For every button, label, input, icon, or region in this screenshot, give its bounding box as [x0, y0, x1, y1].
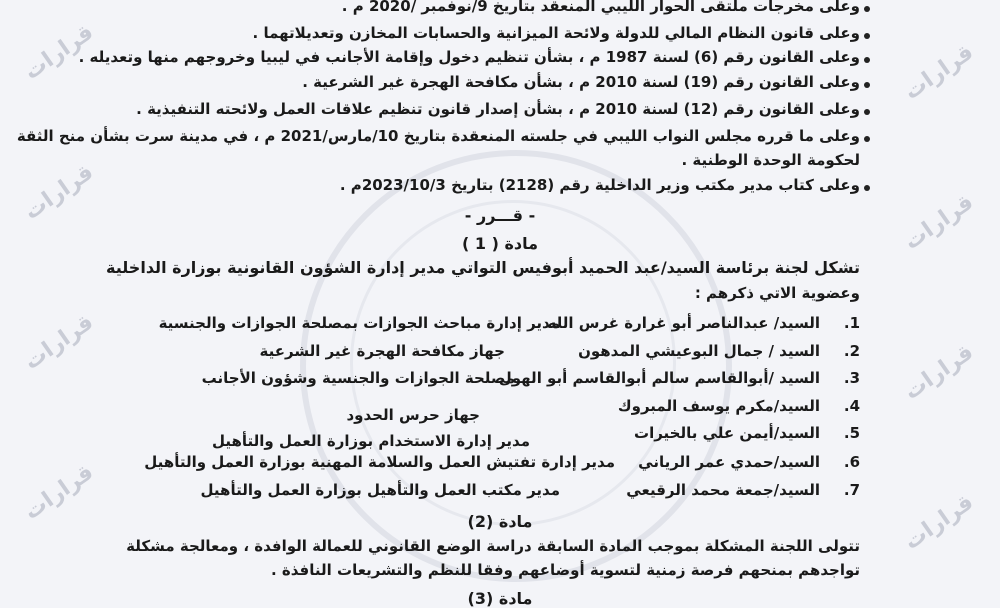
preamble-line: وعلى القانون رقم (19) لسنة 2010 م ، بشأن مكافحة الهجرة غير الشرعية . [302, 73, 860, 91]
member-role: مدير إدارة تفتيش العمل والسلامة المهنية بوزارة العمل والتأهيل [144, 453, 615, 471]
member-name: السيد/جمعة محمد الرقيعي [626, 481, 820, 499]
member-name: السيد /أبوالقاسم سالم أبوالقاسم أبو الهول [498, 369, 820, 387]
watermark-text: قرارات [19, 19, 99, 86]
preamble-line: وعلى القانون رقم (12) لسنة 2010 م ، بشأن إصدار قانون تنظيم علاقات العمل ولائحته التنفيذية . [136, 100, 860, 118]
bullet [864, 136, 870, 142]
member-role: جهاز مكافحة الهجرة غير الشرعية [259, 342, 505, 360]
watermark-text: قرارات [19, 309, 99, 376]
member-name: السيد/حمدي عمر الرياني [638, 453, 820, 471]
member-role: مصلحة الجوازات والجنسية وشؤون الأجانب [201, 369, 515, 387]
member-number: 5. [843, 424, 860, 442]
member-row [0, 453, 1000, 473]
watermark-text: قرارات [899, 189, 979, 256]
bullet [864, 109, 870, 115]
member-row [0, 397, 1000, 424]
preamble-line: وعلى كتاب مدير مكتب وزير الداخلية رقم (2128) بتاريخ 2023/10/3م . [339, 176, 860, 194]
preamble-line: وعلى ما قرره مجلس النواب الليبي في جلسته المنعقدة بتاريخ 10/مارس/2021 م ، في مدينة سرت بشأن منح الثقة [16, 127, 860, 145]
watermark-text: قرارات [19, 459, 99, 526]
member-number: 1. [843, 314, 860, 332]
member-number: 4. [843, 397, 860, 415]
decision-title: - قـــرر - [464, 206, 536, 225]
bullet [864, 185, 870, 191]
member-name: السيد/أيمن علي بالخيرات [634, 424, 820, 442]
member-number: 7. [843, 481, 860, 499]
bullet [864, 82, 870, 88]
bullet [864, 57, 870, 63]
watermark-text: قرارات [899, 339, 979, 406]
member-row [0, 369, 1000, 389]
preamble-line: وعلى القانون رقم (6) لسنة 1987 م ، بشأن تنظيم دخول وإقامة الأجانب في ليبيا وخروجهم منها وتعديله . [78, 48, 860, 66]
article-2-text: تواجدهم بمنحهم فرصة زمنية لتسوية أوضاعهم وفقا للنظم والتشريعات النافذة . [270, 561, 860, 579]
member-row [0, 314, 1000, 334]
bullet [864, 6, 870, 12]
member-name: السيد / جمال البوعيشي المدهون [578, 342, 820, 360]
preamble-line: لحكومة الوحدة الوطنية . [681, 151, 860, 169]
watermark-text: قرارات [899, 489, 979, 556]
member-role: مدير إدارة الاستخدام بوزارة العمل والتأهيل [211, 432, 530, 450]
article-3-title: مادة (3) [467, 589, 533, 608]
member-name: السيد/ عبدالناصر أبو غرارة غرس الله [547, 314, 820, 332]
member-row [0, 481, 1000, 501]
article-2-title: مادة (2) [467, 512, 533, 531]
bullet [864, 33, 870, 39]
member-name: السيد/مكرم يوسف المبروك [617, 397, 820, 415]
member-role: مدير مكتب العمل والتأهيل بوزارة العمل والتأهيل [200, 481, 560, 499]
article-2-text: تتولى اللجنة المشكلة بموجب المادة السابقة دراسة الوضع القانوني للعمالة الوافدة ، ومعالجة مشكلة [126, 537, 860, 555]
article-1-title: مادة ( 1 ) [461, 234, 539, 253]
member-number: 2. [843, 342, 860, 360]
member-number: 6. [843, 453, 860, 471]
member-role: مدير إدارة مباحث الجوازات بمصلحة الجوازات والجنسية [158, 314, 560, 332]
article-1-text: وعضوية الاتي ذكرهم : [694, 284, 860, 302]
member-number: 3. [843, 369, 860, 387]
member-role: جهاز حرس الحدود [346, 406, 480, 424]
watermark-text: قرارات [899, 39, 979, 106]
member-row [0, 342, 1000, 362]
preamble-line: وعلى مخرجات ملتقى الحوار الليبي المنعقد بتاريخ 9/نوفمبر /2020 م . [341, 0, 860, 15]
article-1-text: تشكل لجنة برئاسة السيد/عبد الحميد أبوفيس التواتي مدير إدارة الشؤون القانونية بوزارة الداخلية [106, 258, 860, 277]
preamble-line: وعلى قانون النظام المالي للدولة ولائحة الميزانية والحسابات المخازن وتعديلاتهما . [252, 24, 860, 42]
member-row [0, 424, 1000, 450]
watermark-text: قرارات [19, 159, 99, 226]
